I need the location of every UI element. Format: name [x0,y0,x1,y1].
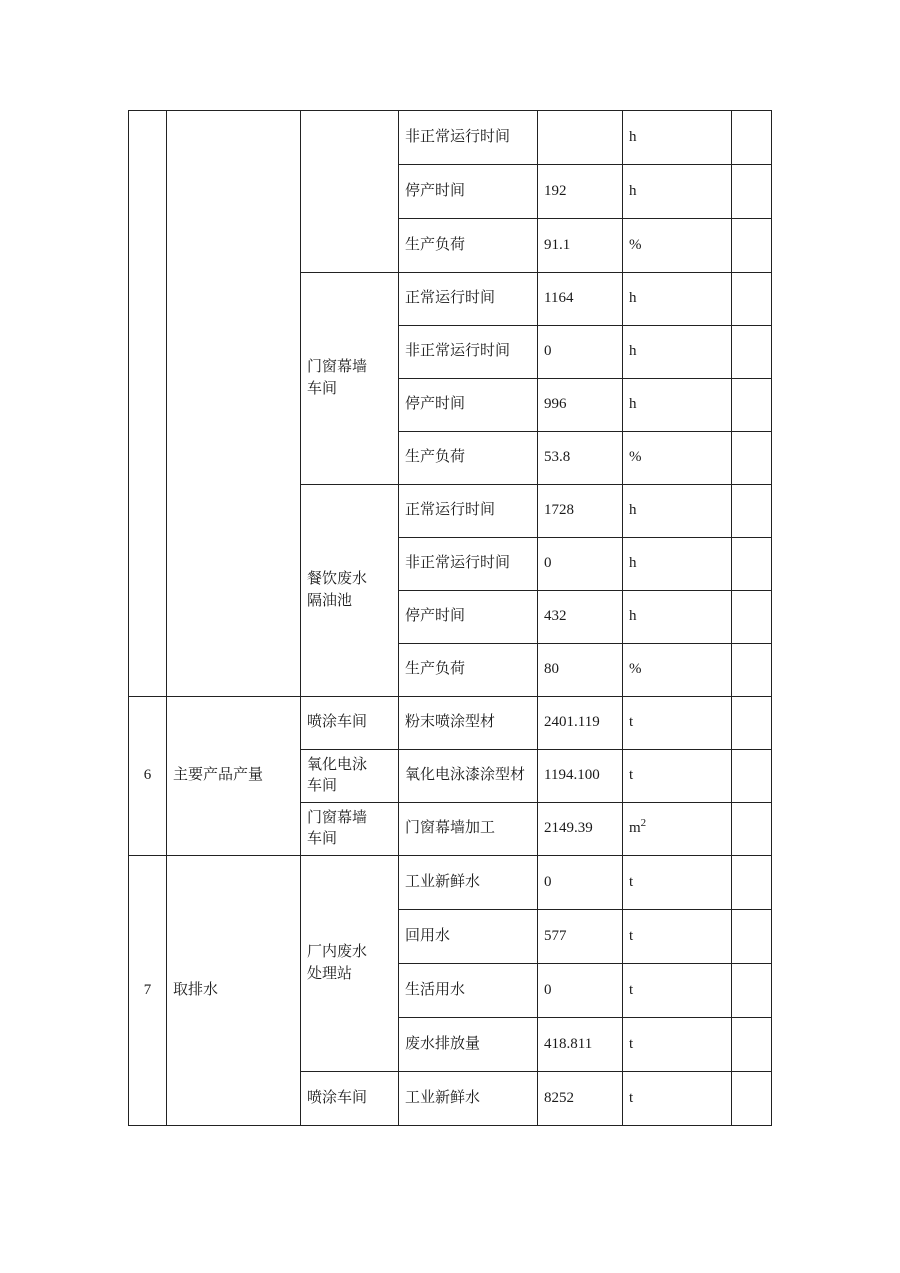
cell-unit: h [623,591,732,644]
cell-item: 门窗幕墙加工 [399,803,538,856]
cell-section-category-6: 主要产品产量 [167,697,301,856]
table-row [129,111,772,165]
table-row [129,856,772,910]
cell-remark [732,964,772,1018]
cell-value: 8252 [538,1072,623,1126]
cell-unit: % [623,644,732,697]
cell-unit: h [623,379,732,432]
cell-workshop [301,111,399,273]
cell-remark [732,1018,772,1072]
cell-value: 2149.39 [538,803,623,856]
cell-remark [732,803,772,856]
cell-remark [732,750,772,803]
table-body [129,111,772,1126]
cell-value: 2401.119 [538,697,623,750]
cell-value: 1194.100 [538,750,623,803]
cell-remark [732,485,772,538]
unit-text: m [629,820,641,837]
cell-item: 正常运行时间 [399,273,538,326]
cell-workshop-grease-trap: 餐饮废水 隔油池 [301,485,399,697]
cell-item: 废水排放量 [399,1018,538,1072]
cell-remark [732,326,772,379]
cell-item: 生产负荷 [399,432,538,485]
cell-item: 非正常运行时间 [399,326,538,379]
cell-unit [623,697,732,750]
cell-remark [732,165,772,219]
unit-text: t [629,767,634,784]
cell-remark [732,856,772,910]
cell-unit: h [623,111,732,165]
table-row [129,697,772,750]
cell-item: 生产负荷 [399,644,538,697]
cell-value: 192 [538,165,623,219]
cell-remark [732,111,772,165]
cell-unit: h [623,273,732,326]
cell-remark [732,538,772,591]
cell-unit: t [623,1018,732,1072]
cell-item: 粉末喷涂型材 [399,697,538,750]
cell-value: 418.811 [538,1018,623,1072]
cell-value: 0 [538,964,623,1018]
cell-item: 工业新鲜水 [399,1072,538,1126]
cell-value: 996 [538,379,623,432]
cell-item: 正常运行时间 [399,485,538,538]
cell-workshop-wastewater-station: 厂内废水 处理站 [301,856,399,1072]
cell-unit: t [623,1072,732,1126]
cell-item: 生产负荷 [399,219,538,273]
cell-unit: % [623,219,732,273]
cell-remark [732,910,772,964]
cell-value: 0 [538,538,623,591]
cell-section-category [167,111,301,697]
cell-unit: % [623,432,732,485]
cell-unit: h [623,485,732,538]
cell-item: 生活用水 [399,964,538,1018]
cell-value: 432 [538,591,623,644]
unit-superscript: 2 [640,817,647,830]
cell-unit: t [623,964,732,1018]
cell-item: 非正常运行时间 [399,111,538,165]
cell-workshop: 门窗幕墙 车间 [301,803,399,856]
cell-remark [732,644,772,697]
cell-value: 577 [538,910,623,964]
cell-item: 氧化电泳漆涂型材 [399,750,538,803]
cell-value: 53.8 [538,432,623,485]
cell-unit: t [623,856,732,910]
cell-value [538,111,623,165]
cell-remark [732,273,772,326]
cell-item: 停产时间 [399,591,538,644]
operation-and-water-usage-table [128,110,772,1126]
cell-workshop-doors-windows: 门窗幕墙 车间 [301,273,399,485]
cell-value: 1164 [538,273,623,326]
cell-workshop: 氧化电泳 车间 [301,750,399,803]
cell-remark [732,432,772,485]
cell-section-index [129,111,167,697]
cell-item: 停产时间 [399,165,538,219]
cell-workshop-spray: 喷涂车间 [301,1072,399,1126]
cell-remark [732,1072,772,1126]
cell-item: 非正常运行时间 [399,538,538,591]
cell-section-index-6: 6 [129,697,167,856]
cell-unit: h [623,538,732,591]
cell-section-category-7: 取排水 [167,856,301,1126]
cell-value: 1728 [538,485,623,538]
cell-section-index-7: 7 [129,856,167,1126]
cell-item: 工业新鲜水 [399,856,538,910]
cell-unit: t [623,910,732,964]
cell-remark [732,697,772,750]
cell-value: 91.1 [538,219,623,273]
cell-unit [623,803,732,856]
unit-text: t [629,714,634,731]
cell-item: 回用水 [399,910,538,964]
cell-remark [732,591,772,644]
cell-value: 0 [538,856,623,910]
cell-workshop: 喷涂车间 [301,697,399,750]
cell-remark [732,379,772,432]
cell-value: 80 [538,644,623,697]
cell-item: 停产时间 [399,379,538,432]
cell-remark [732,219,772,273]
cell-unit: h [623,326,732,379]
cell-unit [623,750,732,803]
cell-value: 0 [538,326,623,379]
cell-unit: h [623,165,732,219]
